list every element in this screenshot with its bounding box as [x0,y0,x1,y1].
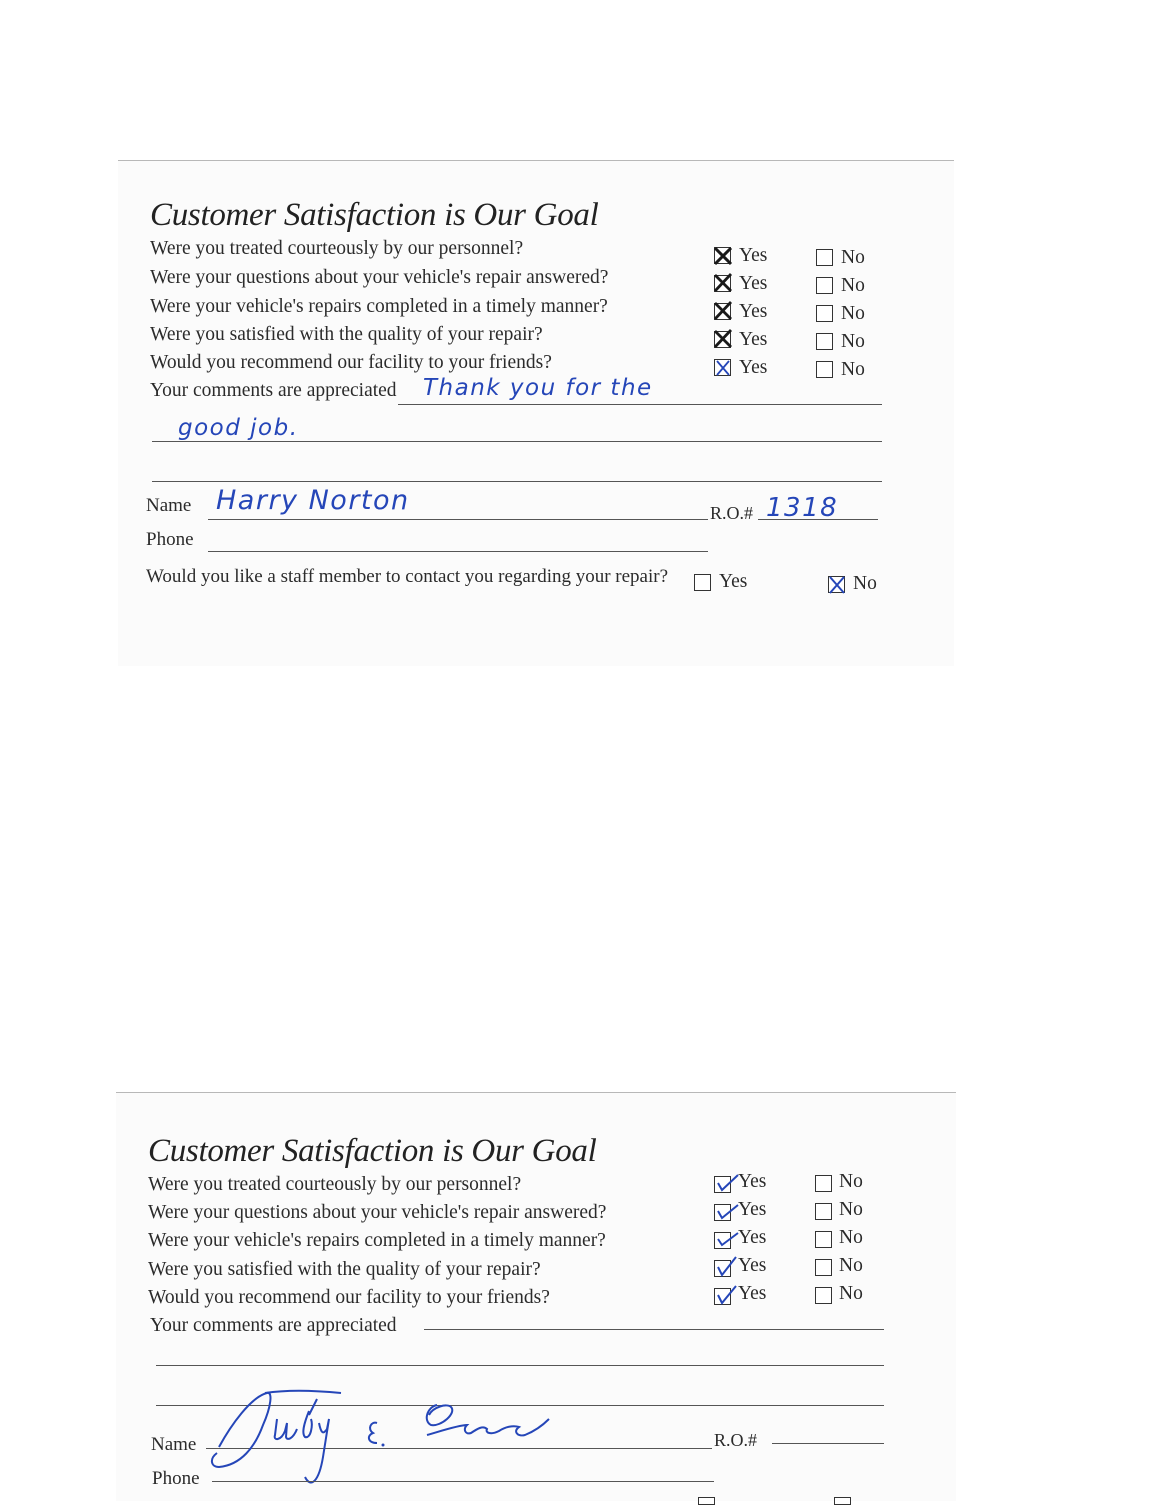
phone-label: Phone [152,1468,200,1489]
comments-label: Your comments are appreciated [150,380,397,401]
form-title: Customer Satisfaction is Our Goal [148,1133,597,1169]
name-label: Name [146,495,192,516]
question-2: Were your questions about your vehicle's repair answered? [150,267,609,288]
yes-label-3: Yes [739,301,768,322]
question-4: Were you satisfied with the quality of your repair? [150,324,543,345]
no-label-2: No [841,275,865,296]
no-checkbox-5[interactable] [816,361,833,378]
no-label-4: No [841,331,865,352]
yes-label-1: Yes [739,245,768,266]
comments-line-1 [424,1329,884,1330]
no-label-3: No [841,303,865,324]
no-label-3: No [839,1227,863,1248]
x-mark-icon [712,272,734,294]
no-checkbox-2[interactable] [815,1203,832,1220]
yes-label-2: Yes [738,1199,767,1220]
contact-yes-label: Yes [719,571,748,592]
no-checkbox-1[interactable] [816,249,833,266]
contact-no-label: No [853,573,877,594]
name-line [208,519,708,520]
contact-no-checkbox[interactable] [834,1497,851,1505]
phone-line [212,1481,714,1482]
ro-value[interactable]: 1318 [766,493,839,523]
no-checkbox-1[interactable] [815,1175,832,1192]
question-1: Were you treated courteously by our personnel? [148,1174,522,1195]
contact-yes-checkbox[interactable] [694,574,711,591]
check-mark-icon [714,1229,740,1251]
yes-label-5: Yes [739,357,768,378]
comments-line-3 [152,481,882,482]
question-4: Were you satisfied with the quality of your repair? [148,1259,541,1280]
no-checkbox-4[interactable] [816,333,833,350]
no-label-2: No [839,1199,863,1220]
check-mark-icon [714,1283,740,1307]
yes-label-4: Yes [739,329,768,350]
yes-label-5: Yes [738,1283,767,1304]
question-5: Would you recommend our facility to your friends? [148,1287,550,1308]
no-label-5: No [841,359,865,380]
yes-label-2: Yes [739,273,768,294]
question-2: Were your questions about your vehicle's repair answered? [148,1202,607,1223]
comments-line-2 [156,1365,884,1366]
question-1: Were you treated courteously by our personnel? [150,238,524,259]
no-label-5: No [839,1283,863,1304]
x-mark-icon [712,357,734,379]
phone-line [208,551,708,552]
question-3: Were your vehicle's repairs completed in a timely manner? [150,296,608,317]
signature[interactable] [201,1385,561,1493]
yes-label-4: Yes [738,1255,767,1276]
contact-yes-checkbox[interactable] [698,1497,715,1505]
comments-text-2[interactable]: good job. [178,415,299,441]
no-checkbox-2[interactable] [816,277,833,294]
phone-label: Phone [146,529,194,550]
no-checkbox-4[interactable] [815,1259,832,1276]
contact-question: Would you like a staff member to contact you regarding your repair? [146,566,669,587]
check-mark-icon [714,1201,740,1223]
ro-label: R.O.# [714,1430,758,1450]
no-label-1: No [839,1171,863,1192]
check-mark-icon [714,1255,740,1279]
no-checkbox-3[interactable] [816,305,833,322]
yes-label-3: Yes [738,1227,767,1248]
name-value[interactable]: Harry Norton [216,485,410,516]
survey-card-2 [116,1092,956,1501]
comments-line-1 [398,404,882,405]
no-label-4: No [839,1255,863,1276]
question-5: Would you recommend our facility to your friends? [150,352,552,373]
x-mark-icon [712,328,734,350]
comments-label: Your comments are appreciated [150,1315,397,1336]
ro-label: R.O.# [710,503,754,523]
form-title: Customer Satisfaction is Our Goal [150,197,599,233]
no-label-1: No [841,247,865,268]
no-checkbox-3[interactable] [815,1231,832,1248]
comments-text-1[interactable]: Thank you for the [423,375,653,401]
ro-line [772,1443,884,1444]
question-3: Were your vehicle's repairs completed in a timely manner? [148,1230,606,1251]
x-mark-icon [712,300,734,322]
name-label: Name [151,1434,197,1455]
check-mark-icon [714,1173,740,1195]
yes-label-1: Yes [738,1171,767,1192]
no-checkbox-5[interactable] [815,1287,832,1304]
x-mark-icon [826,574,848,596]
x-mark-icon [712,245,734,267]
survey-card-1 [118,160,954,666]
comments-line-2 [152,441,882,442]
